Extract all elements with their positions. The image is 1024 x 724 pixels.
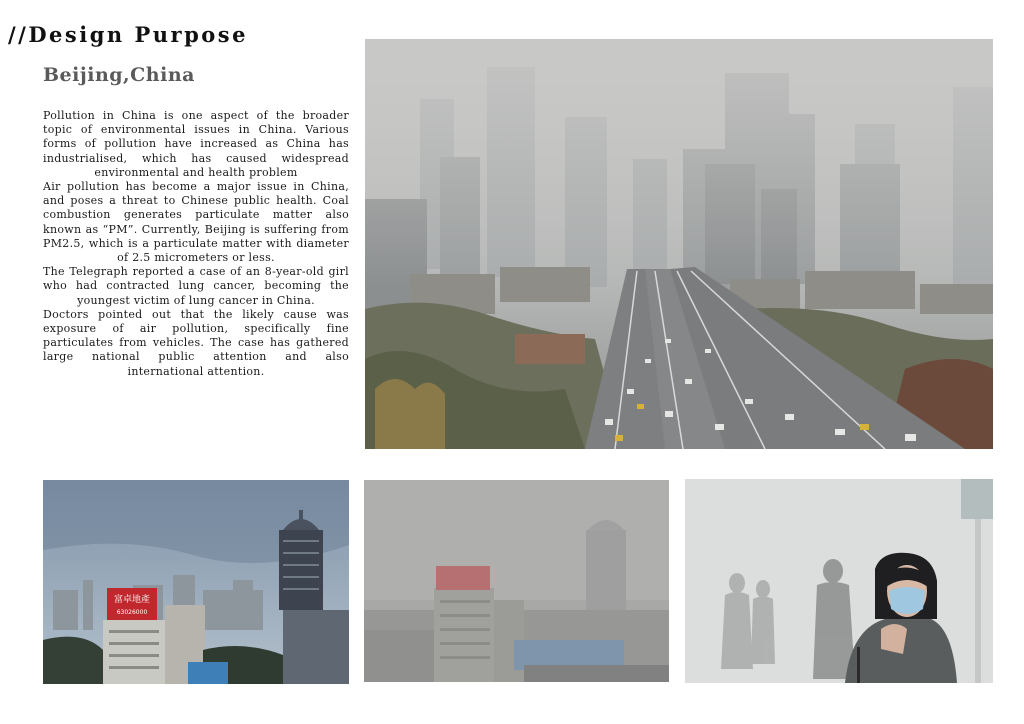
body-text [43,109,349,379]
section-title: //Design Purpose [8,22,248,47]
smog-skyline-image [364,480,669,682]
billboard-phone: 63026000 [116,609,148,616]
billboard-text: 富卓地產 [113,595,151,605]
location-title: Beijing,China [43,64,195,86]
clear-day-skyline-image [43,480,349,684]
masked-woman-photo [685,479,993,683]
smog-highway-photo [365,39,993,449]
paragraph-air-pollution: Air pollution has become a major issue in China, and poses a threat to Chinese public health. Coal combustion generates particulate matter also known as “PM”. Currently, Beijing is suffering from PM2.5, which is a particulate matter with diameter of 2.5 micrometers or less. [43,180,349,265]
paragraph-pollution-overview: Pollution in China is one aspect of the broader topic of environmental issues in China. Various forms of pollution have increased as China has industrialised, which has caused widespread environmental and health problem [43,109,349,179]
smog-highway-image [365,39,993,449]
masked-woman-image [685,479,993,683]
clear-day-skyline-photo [43,480,349,684]
paragraph-doctors: Doctors pointed out that the likely cause was exposure of air pollution, specifically fine particulates from vehicles. The case has gathered large national public attention and also international attention. [43,307,349,378]
paragraph-telegraph-case: The Telegraph reported a case of an 8-year-old girl who had contracted lung cancer, becoming the youngest victim of lung cancer in China. [43,265,349,307]
smog-skyline-photo [364,480,669,682]
